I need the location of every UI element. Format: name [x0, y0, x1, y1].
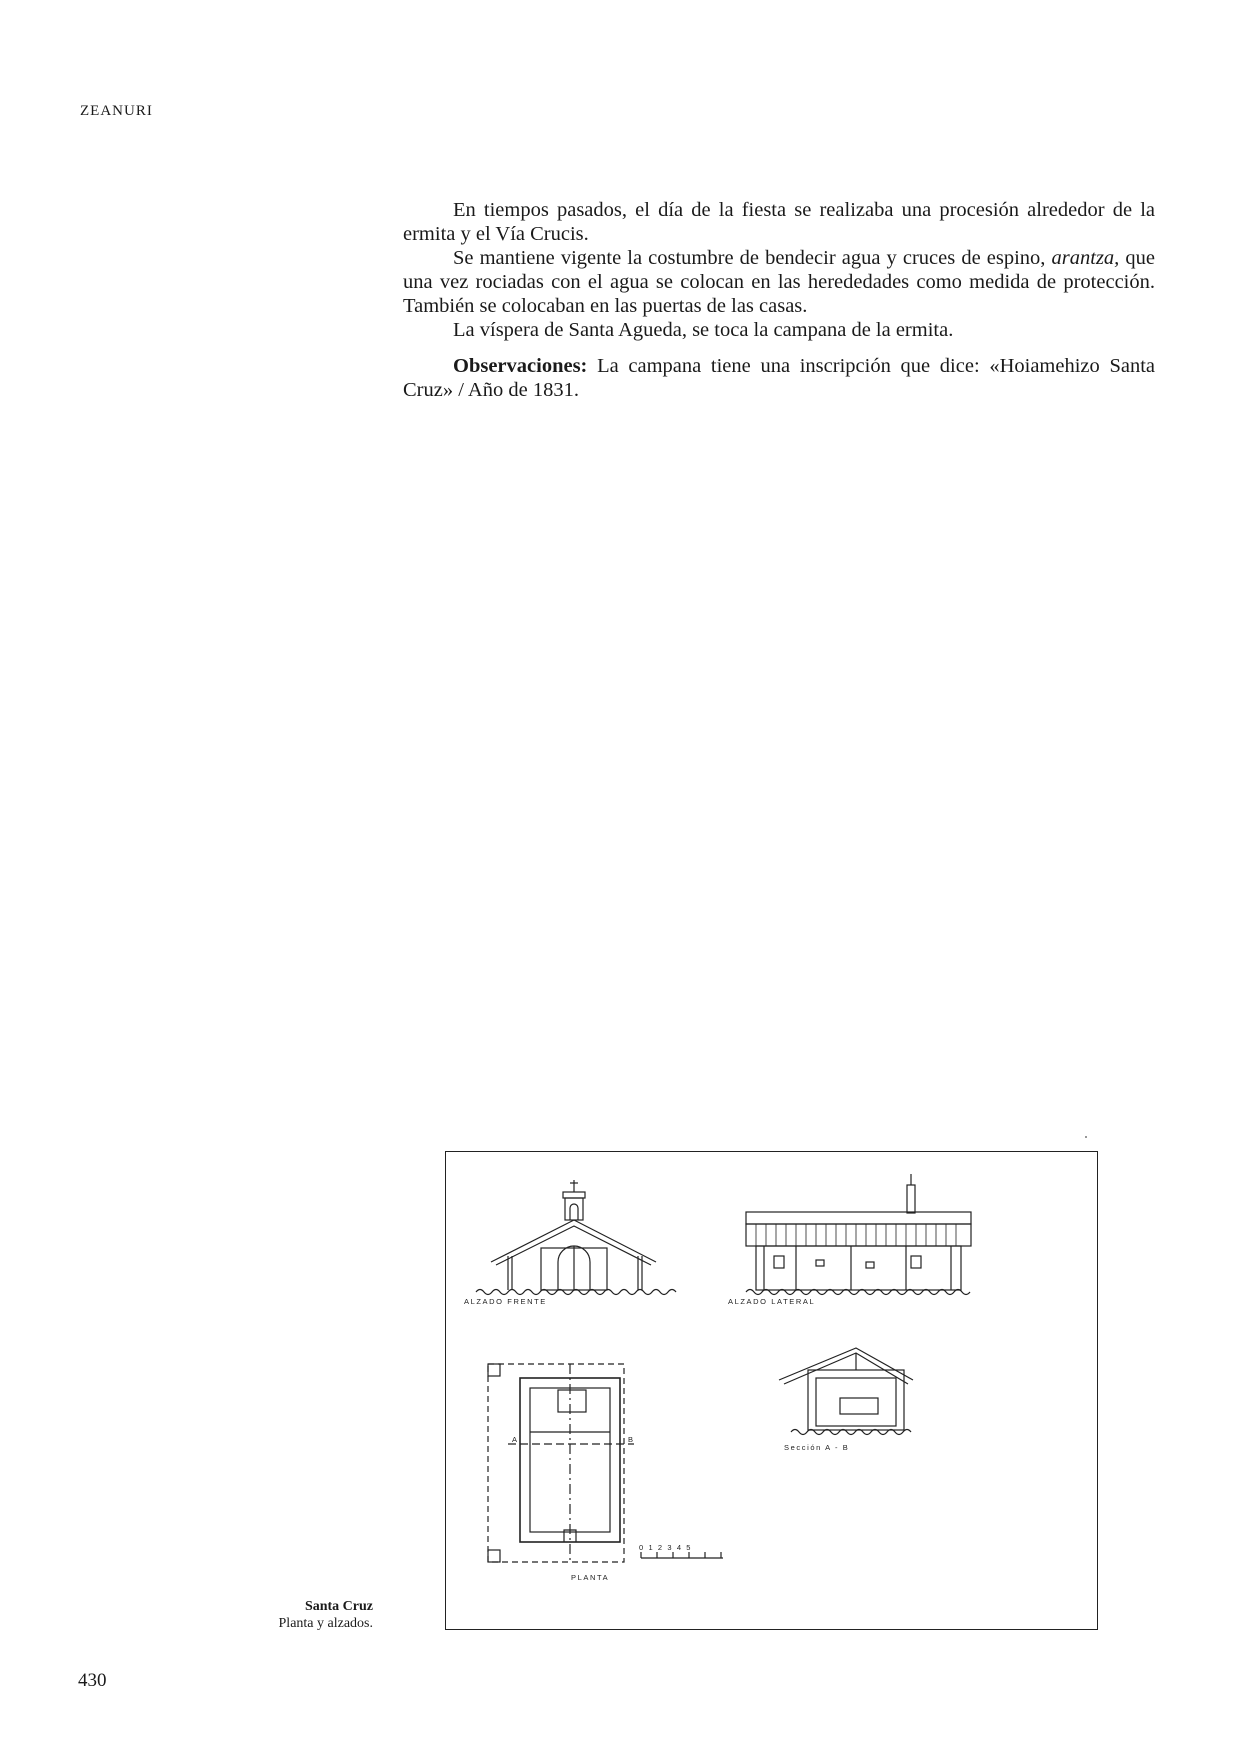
architectural-figure — [445, 1151, 1098, 1630]
paragraph-2-continuation: que una vez rociadas con el agua se colocan en las herededades como medida de protección. También se colocaban en las puertas de las casas. — [403, 247, 1156, 317]
section-mark-a: A — [512, 1435, 519, 1444]
paragraph-3: La víspera de Santa Agueda, se toca la campana de la ermita. — [453, 319, 954, 341]
front-elevation-drawing — [476, 1180, 676, 1295]
side-elevation-label: ALZADO LATERAL — [728, 1297, 816, 1306]
paragraph-2 — [403, 246, 1155, 318]
architectural-drawings — [446, 1152, 1099, 1631]
observations-text: La campana tiene una inscripción que dice: «Hoiamehizo Santa Cruz» / Año de 1831. — [403, 355, 1156, 401]
section-drawing — [779, 1348, 913, 1435]
paragraph-2-italic-term: arantza, — [1051, 247, 1120, 269]
observations-label: Observaciones: — [453, 355, 588, 377]
running-head: ZEANURI — [80, 103, 153, 119]
floor-plan-drawing — [488, 1364, 723, 1562]
caption-subtitle: Planta y alzados. — [278, 1616, 373, 1631]
front-elevation-label: ALZADO FRENTE — [464, 1297, 547, 1306]
observations-paragraph — [403, 354, 1155, 402]
figure-caption — [279, 1598, 373, 1632]
caption-title: Santa Cruz — [304, 1599, 373, 1614]
side-elevation-drawing — [746, 1174, 971, 1295]
body-text — [403, 198, 1155, 402]
section-label: Sección A - B — [784, 1443, 850, 1452]
paragraph-2-text: Se mantiene vigente la costumbre de bendecir agua y cruces de espino, — [453, 247, 1046, 269]
section-mark-b: B — [628, 1435, 635, 1444]
plan-label: PLANTA — [571, 1573, 610, 1582]
scale-label: 0 1 2 3 4 5 — [639, 1543, 693, 1552]
page-number: 430 — [78, 1670, 107, 1691]
stray-dot — [1085, 1136, 1087, 1138]
paragraph-1: En tiempos pasados, el día de la fiesta se realizaba una procesión alrededor de la ermita y el Vía Crucis. — [403, 199, 1155, 245]
